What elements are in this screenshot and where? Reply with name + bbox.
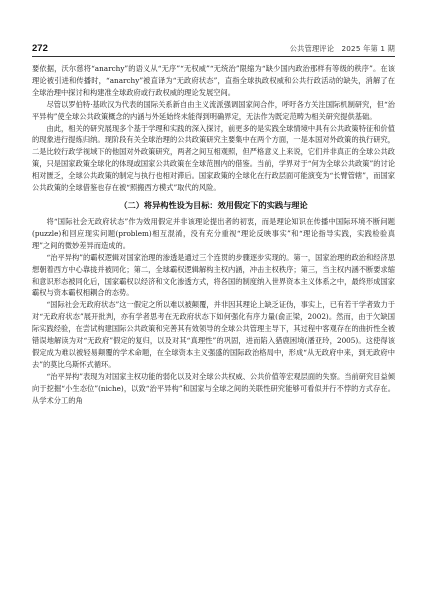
page-number: 272	[32, 43, 48, 54]
paragraph: “治平异构”表现为对国家主权功能的弱化以及对全球公共权威、公共价值等宏观层面的失察。当前研究目益倾向于挖掘“小生态位”(niche)，以致“治平异构”和国家与全球之间的关联性研究能够可看似并行不悖的方式存在。从学术分工的角	[32, 371, 395, 405]
paragraph: 将“国际社会无政府状态”作为效用假定并非该理论提出者的初衷，而是理论知识在传播中国际环境不断问题(puzzle)和回应现实问题(problem)相互混淆，没有充分重视“理论反映事实”和“理论指导实践，实践检验真理”之间的微妙差异而造成的。	[32, 216, 395, 250]
paragraph: “国际社会无政府状态”这一假定之所以难以被颠覆，并非因其理论上缺乏证伪，事实上，已有若干学者致力于对“无政府状态”展开批判，亦有学者思考在无政府状态下如何强化有序力量(俞正梁，2002)。然而，由于欠缺国际实践经验，在尝试构建国际公共政策和完善其有效领导的全球公共管理主导下，其过程中客观存在的曲折性全被错误地解读为对“无政府”假定的复归，以及对其“真理性”的巩固，进而陷入猎鹿困境(潘亚玲，2005)。这使得该假定成为难以被轻易颠覆的学术命题，在全球资本主义强盛的国际政治格局中，形成“从无政府中来，到无政府中去”的莫比乌斯怀式循环。	[32, 300, 395, 369]
article-body	[32, 63, 395, 590]
paragraph: 由此，相关的研究展现多个基于学理和实践的深入探讨，前更多的是实践全球情境中具有公共政策特征和价值的现象进行提炼归纳。现阶段有关全球治理的公共政策研究主要集中在两个方面，一是本国对外政策的执行研究，二是比较行政学视域下的他国对外政策研究，两者之间互相观照，但严格意义上来说，它们并非真正的全球公共政策，只是国家政策全球化的体现或国家公共政策在全球范围内的借鉴。当前，学界对于“何为全球公共政策”的讨论相对匮乏，全球公共政策的制定与执行也相对滞后。国家政策的全球化在行政层面可能演变为“长臂管辖”，而国家公共政策的全球借鉴也存在被“照搬西方模式”取代的风险。	[32, 123, 395, 193]
section-heading: （二）将异构性设为目标：效用假定下的实践与理论	[119, 199, 308, 210]
paragraph: “治平异构”的霸权逻辑对国家治理的渗透是通过三个连贯的步骤逐步实现的。第一，国家治理的政治和经济思想朝着西方中心靠拢并被同化；第二，全球霸权逻辑解构主权内涵，冲击主权秩序；第三，当主权内涵不断要求缩和意识形态被同化后，国家霸权以经济和文化渗透方式，将各国的制度纳入世界资本主义体系之中，最终形成国家霸权与资本霸权相耦合的态势。	[32, 252, 395, 298]
page-header	[32, 40, 395, 54]
paragraph-continued: 要依据，沃尔慈将“anarchy”的语义从“无序”“无权威”“无统治”限缩为“缺少国内政治那样有等级的秩序”。在该理论被引进和传播时，“anarchy”被直译为“无政府状态”，直指全球执政权威和公共行政活动的缺失，消解了在全球治理中探讨和构建准全球政府或行政权威的理论发展空间。	[32, 64, 395, 97]
header-rule	[32, 56, 395, 57]
paragraph: 尽管以罗伯特·基欧汉为代表的国际关系新自由主义流派强调国家间合作，呼吁各方关注国际机制研究，但“治平异构”使全球公共政策概念的内涵与外延始终未能得到明确界定，无法作为既定范畴为相关研究提供基础。	[32, 99, 395, 121]
journal-running-head: 公共管理评论 2025 年第 1 期	[289, 44, 395, 53]
